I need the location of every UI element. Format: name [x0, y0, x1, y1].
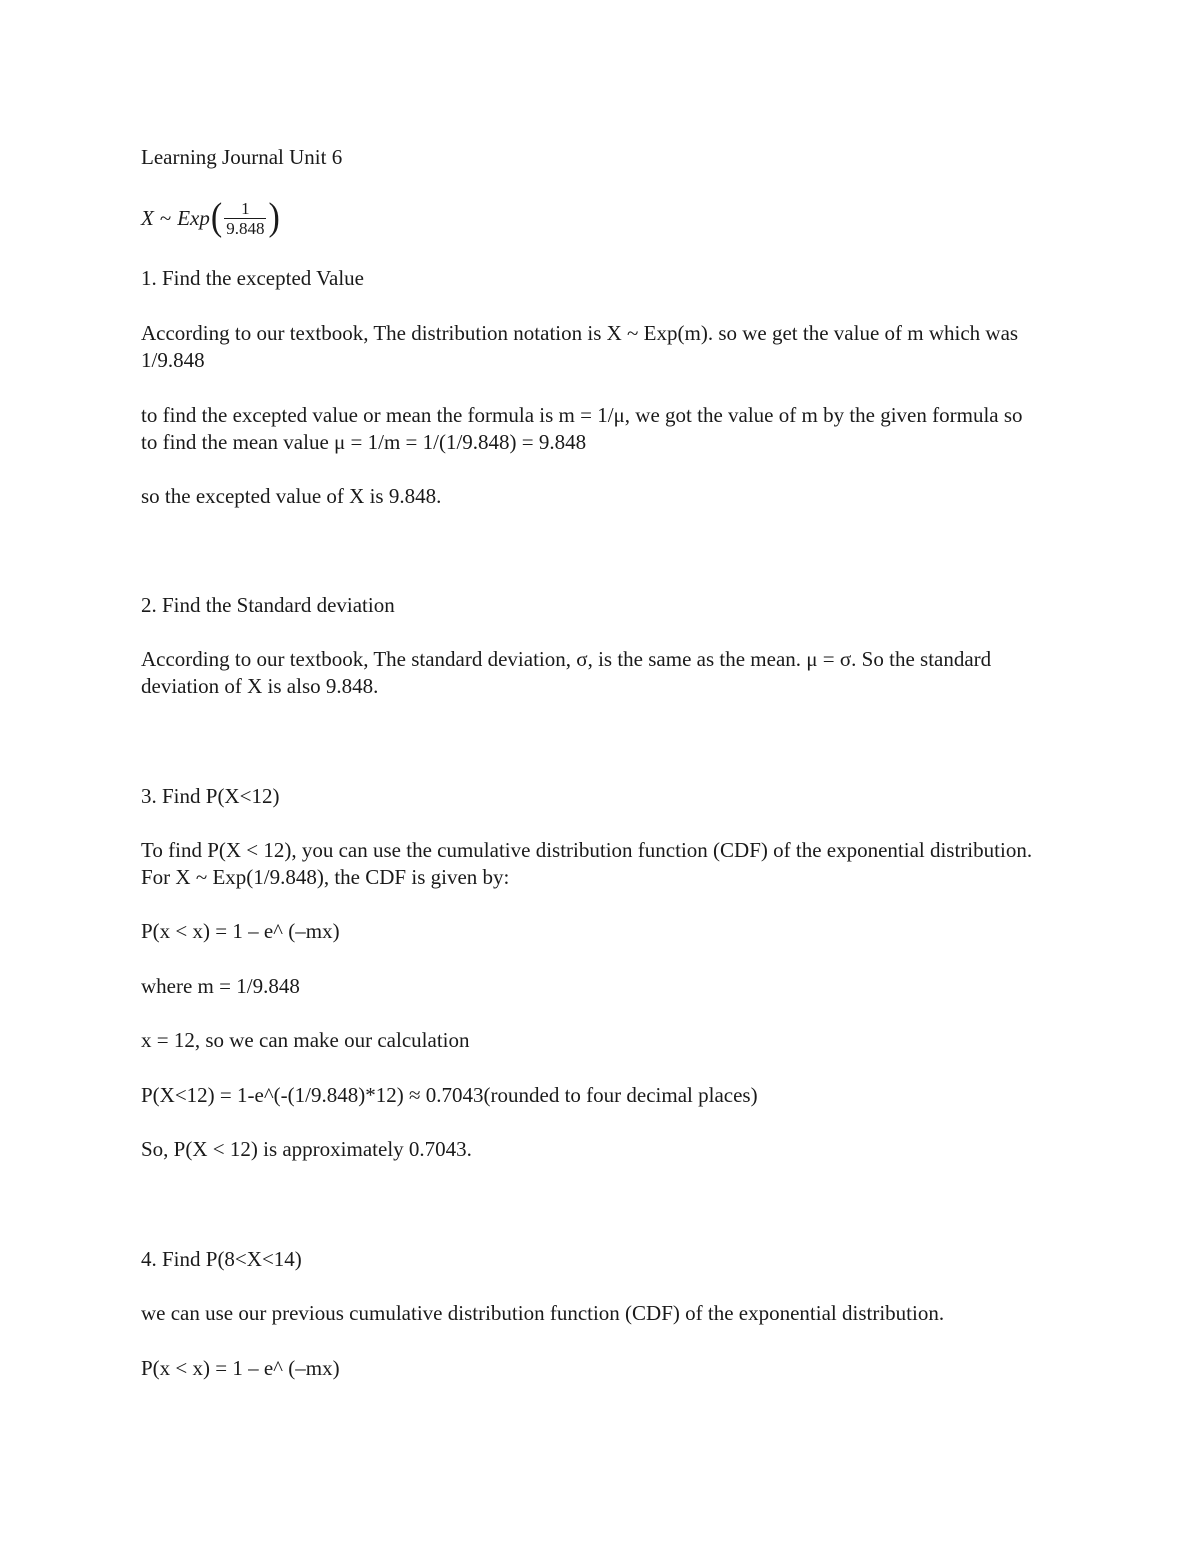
section-3-conclusion: So, P(X < 12) is approximately 0.7043. — [141, 1137, 472, 1161]
formula-numerator: 1 — [241, 198, 250, 218]
section-3-cdf-formula: P(x < x) = 1 – e^ (–mx) — [141, 919, 340, 943]
section-1-heading: 1. Find the excepted Value — [141, 266, 364, 290]
distribution-formula — [141, 198, 281, 238]
section-3-calculation: P(X<12) = 1-e^(-(1/9.848)*12) ≈ 0.7043(rounded to four decimal places) — [141, 1083, 758, 1107]
formula-close-paren: ) — [268, 196, 280, 239]
section-1-paragraph-1: According to our textbook, The distribution notation is X ~ Exp(m). so we get the value of m which was 1/9.848 — [141, 321, 1019, 372]
section-2-heading: 2. Find the Standard deviation — [141, 593, 395, 617]
section-1-paragraph-3: so the excepted value of X is 9.848. — [141, 484, 442, 508]
section-3-heading: 3. Find P(X<12) — [141, 784, 280, 808]
formula-distribution-name: Exp — [177, 205, 210, 230]
formula-tilde: ~ — [159, 205, 172, 230]
section-3-x-value: x = 12, so we can make our calculation — [141, 1028, 470, 1052]
formula-variable: X — [141, 205, 154, 230]
section-4-heading: 4. Find P(8<X<14) — [141, 1247, 302, 1271]
section-4-cdf-formula: P(x < x) = 1 – e^ (–mx) — [141, 1356, 340, 1380]
formula-fraction — [224, 200, 266, 237]
formula-denominator: 9.848 — [226, 218, 265, 238]
section-3-m-value: where m = 1/9.848 — [141, 974, 300, 998]
section-3-paragraph-1: To find P(X < 12), you can use the cumulative distribution function (CDF) of the exponential distribution. For X ~ Exp(1/9.848), the CDF is given by: — [141, 838, 1033, 889]
formula-open-paren: ( — [210, 196, 223, 239]
section-2-paragraph-1: According to our textbook, The standard deviation, σ, is the same as the mean. μ = σ. So the standard deviation of X is also 9.848. — [141, 647, 992, 698]
section-4-paragraph-1: we can use our previous cumulative distribution function (CDF) of the exponential distribution. — [141, 1301, 945, 1325]
document-title: Learning Journal Unit 6 — [141, 145, 343, 169]
section-1-paragraph-2: to find the excepted value or mean the formula is m = 1/μ, we got the value of m by the given formula so to find the mean value μ = 1/m = 1/(1/9.848) = 9.848 — [141, 403, 1023, 454]
